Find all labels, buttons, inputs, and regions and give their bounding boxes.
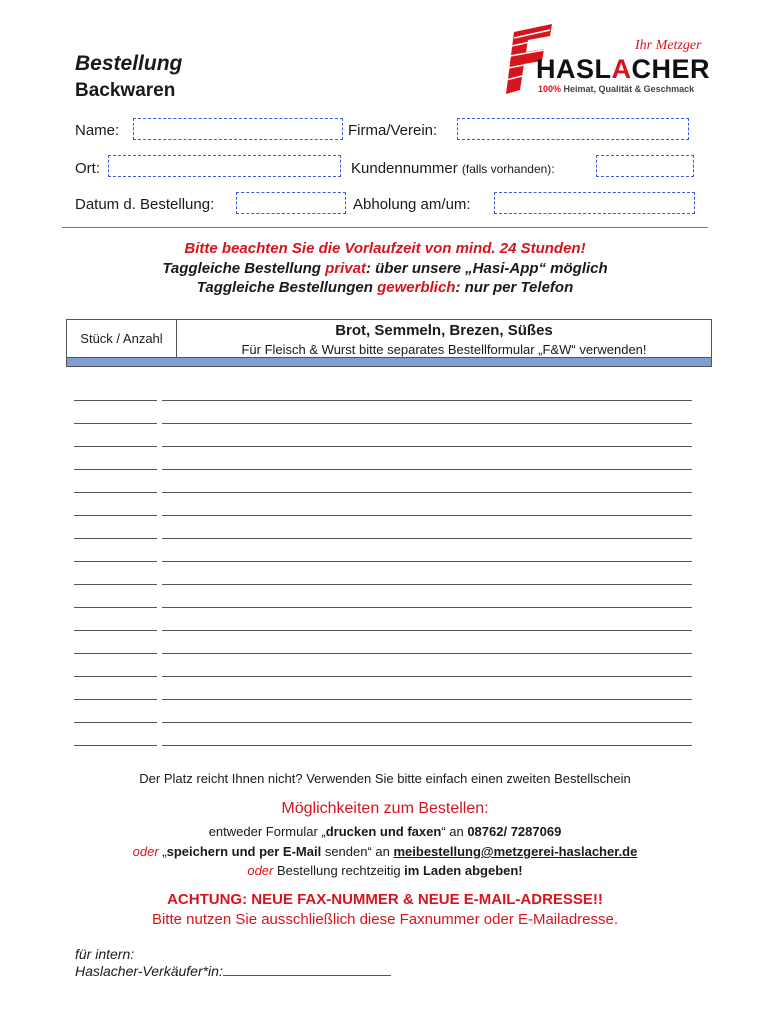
haslacher-logo [500, 24, 715, 104]
product-line[interactable] [162, 745, 692, 746]
logo-name-part2: A [611, 54, 632, 84]
business-order-text-c: : nur per Telefon [455, 279, 574, 296]
option-email-oder: oder [132, 844, 159, 859]
table-header [66, 319, 712, 367]
seller-label: Haslacher-Verkäufer*in: [75, 963, 223, 979]
logo-name-part1: HASL [536, 54, 612, 84]
option-fax-text-c: “ an [441, 824, 468, 839]
table-row [74, 654, 694, 677]
table-row [74, 493, 694, 516]
table-row [74, 631, 694, 654]
option-fax-text-b: drucken und faxen [325, 824, 442, 839]
logo-slogan-percent: 100% [538, 84, 562, 94]
option-fax [0, 824, 770, 839]
name-field[interactable] [133, 118, 343, 140]
quantity-line[interactable] [74, 745, 157, 746]
firma-label: Firma/Verein: [348, 122, 438, 139]
private-order-text-b: privat [325, 260, 366, 277]
order-rows [74, 378, 694, 746]
table-row [74, 700, 694, 723]
kundennummer-hint: (falls vorhanden): [461, 162, 555, 176]
warning-text: Bitte nutzen Sie ausschließlich diese Faxnummer oder E-Mailadresse. [151, 911, 619, 928]
firma-field[interactable] [457, 118, 689, 140]
column-header-product-note: Für Fleisch & Wurst bitte separates Bestellformular „F&W“ verwenden! [241, 342, 647, 357]
intern-label: für intern: [75, 946, 135, 962]
option-store-text-a: Bestellung rechtzeitig [273, 863, 405, 878]
business-order-text-b: gewerblich [377, 279, 456, 296]
private-order-text-c: : über unsere „Hasi-App“ möglich [365, 260, 608, 277]
column-header-quantity: Stück / Anzahl [67, 320, 177, 358]
ort-label: Ort: [75, 160, 100, 177]
kundennummer-text: Kundennummer [351, 160, 458, 177]
business-order-text-a: Taggleiche Bestellungen [196, 279, 378, 296]
space-note: Der Platz reicht Ihnen nicht? Verwenden Sie bitte einfach einen zweiten Bestellschein [139, 771, 631, 786]
page-title: Bestellung [75, 52, 183, 75]
lead-time-notice: Bitte beachten Sie die Vorlaufzeit von mind. 24 Stunden! [184, 240, 586, 257]
datum-field[interactable] [236, 192, 346, 214]
option-email-text-a: „ [158, 844, 167, 859]
table-row [74, 677, 694, 700]
fax-number: 08762/ 7287069 [467, 824, 562, 839]
table-row [74, 424, 694, 447]
option-store-text-b: im Laden abgeben! [404, 863, 523, 878]
option-store [0, 863, 770, 878]
option-email-text-b: speichern und per E-Mail [166, 844, 322, 859]
name-label: Name: [75, 122, 120, 139]
table-row [74, 562, 694, 585]
header-band [67, 357, 711, 366]
abholung-field[interactable] [494, 192, 695, 214]
table-row [74, 378, 694, 401]
table-row [74, 470, 694, 493]
option-fax-text-a: entweder Formular „ [208, 824, 326, 839]
table-row [74, 516, 694, 539]
logo-slogan [538, 84, 694, 94]
private-order-notice [0, 260, 770, 277]
business-order-notice [0, 279, 770, 296]
ort-field[interactable] [108, 155, 341, 177]
seller-signature [75, 963, 391, 979]
logo-name [536, 54, 710, 85]
table-row [74, 539, 694, 562]
column-header-product [177, 320, 711, 358]
table-row [74, 401, 694, 424]
logo-tagline: Ihr Metzger [635, 38, 702, 53]
options-title: Möglichkeiten zum Bestellen: [281, 800, 489, 817]
email-link[interactable]: meibestellung@metzgerei-haslacher.de [393, 844, 638, 859]
table-row [74, 585, 694, 608]
page-subtitle: Backwaren [75, 80, 176, 101]
table-row [74, 723, 694, 746]
option-store-oder: oder [247, 863, 274, 878]
option-email [0, 844, 770, 859]
divider [62, 227, 708, 228]
kundennummer-field[interactable] [596, 155, 694, 177]
private-order-text-a: Taggleiche Bestellung [162, 260, 326, 277]
logo-name-part3: CHER [631, 54, 711, 84]
warning-heading: ACHTUNG: NEUE FAX-NUMMER & NEUE E-MAIL-ADRESSE!! [167, 891, 603, 908]
datum-label: Datum d. Bestellung: [75, 196, 215, 213]
logo-slogan-text: Heimat, Qualität & Geschmack [563, 84, 695, 94]
seller-signature-line[interactable] [223, 964, 391, 976]
table-row [74, 608, 694, 631]
kundennummer-label [351, 160, 555, 177]
table-row [74, 447, 694, 470]
option-email-text-c: senden“ an [321, 844, 394, 859]
column-header-product-title: Brot, Semmeln, Brezen, Süßes [335, 322, 553, 339]
abholung-label: Abholung am/um: [353, 196, 471, 213]
